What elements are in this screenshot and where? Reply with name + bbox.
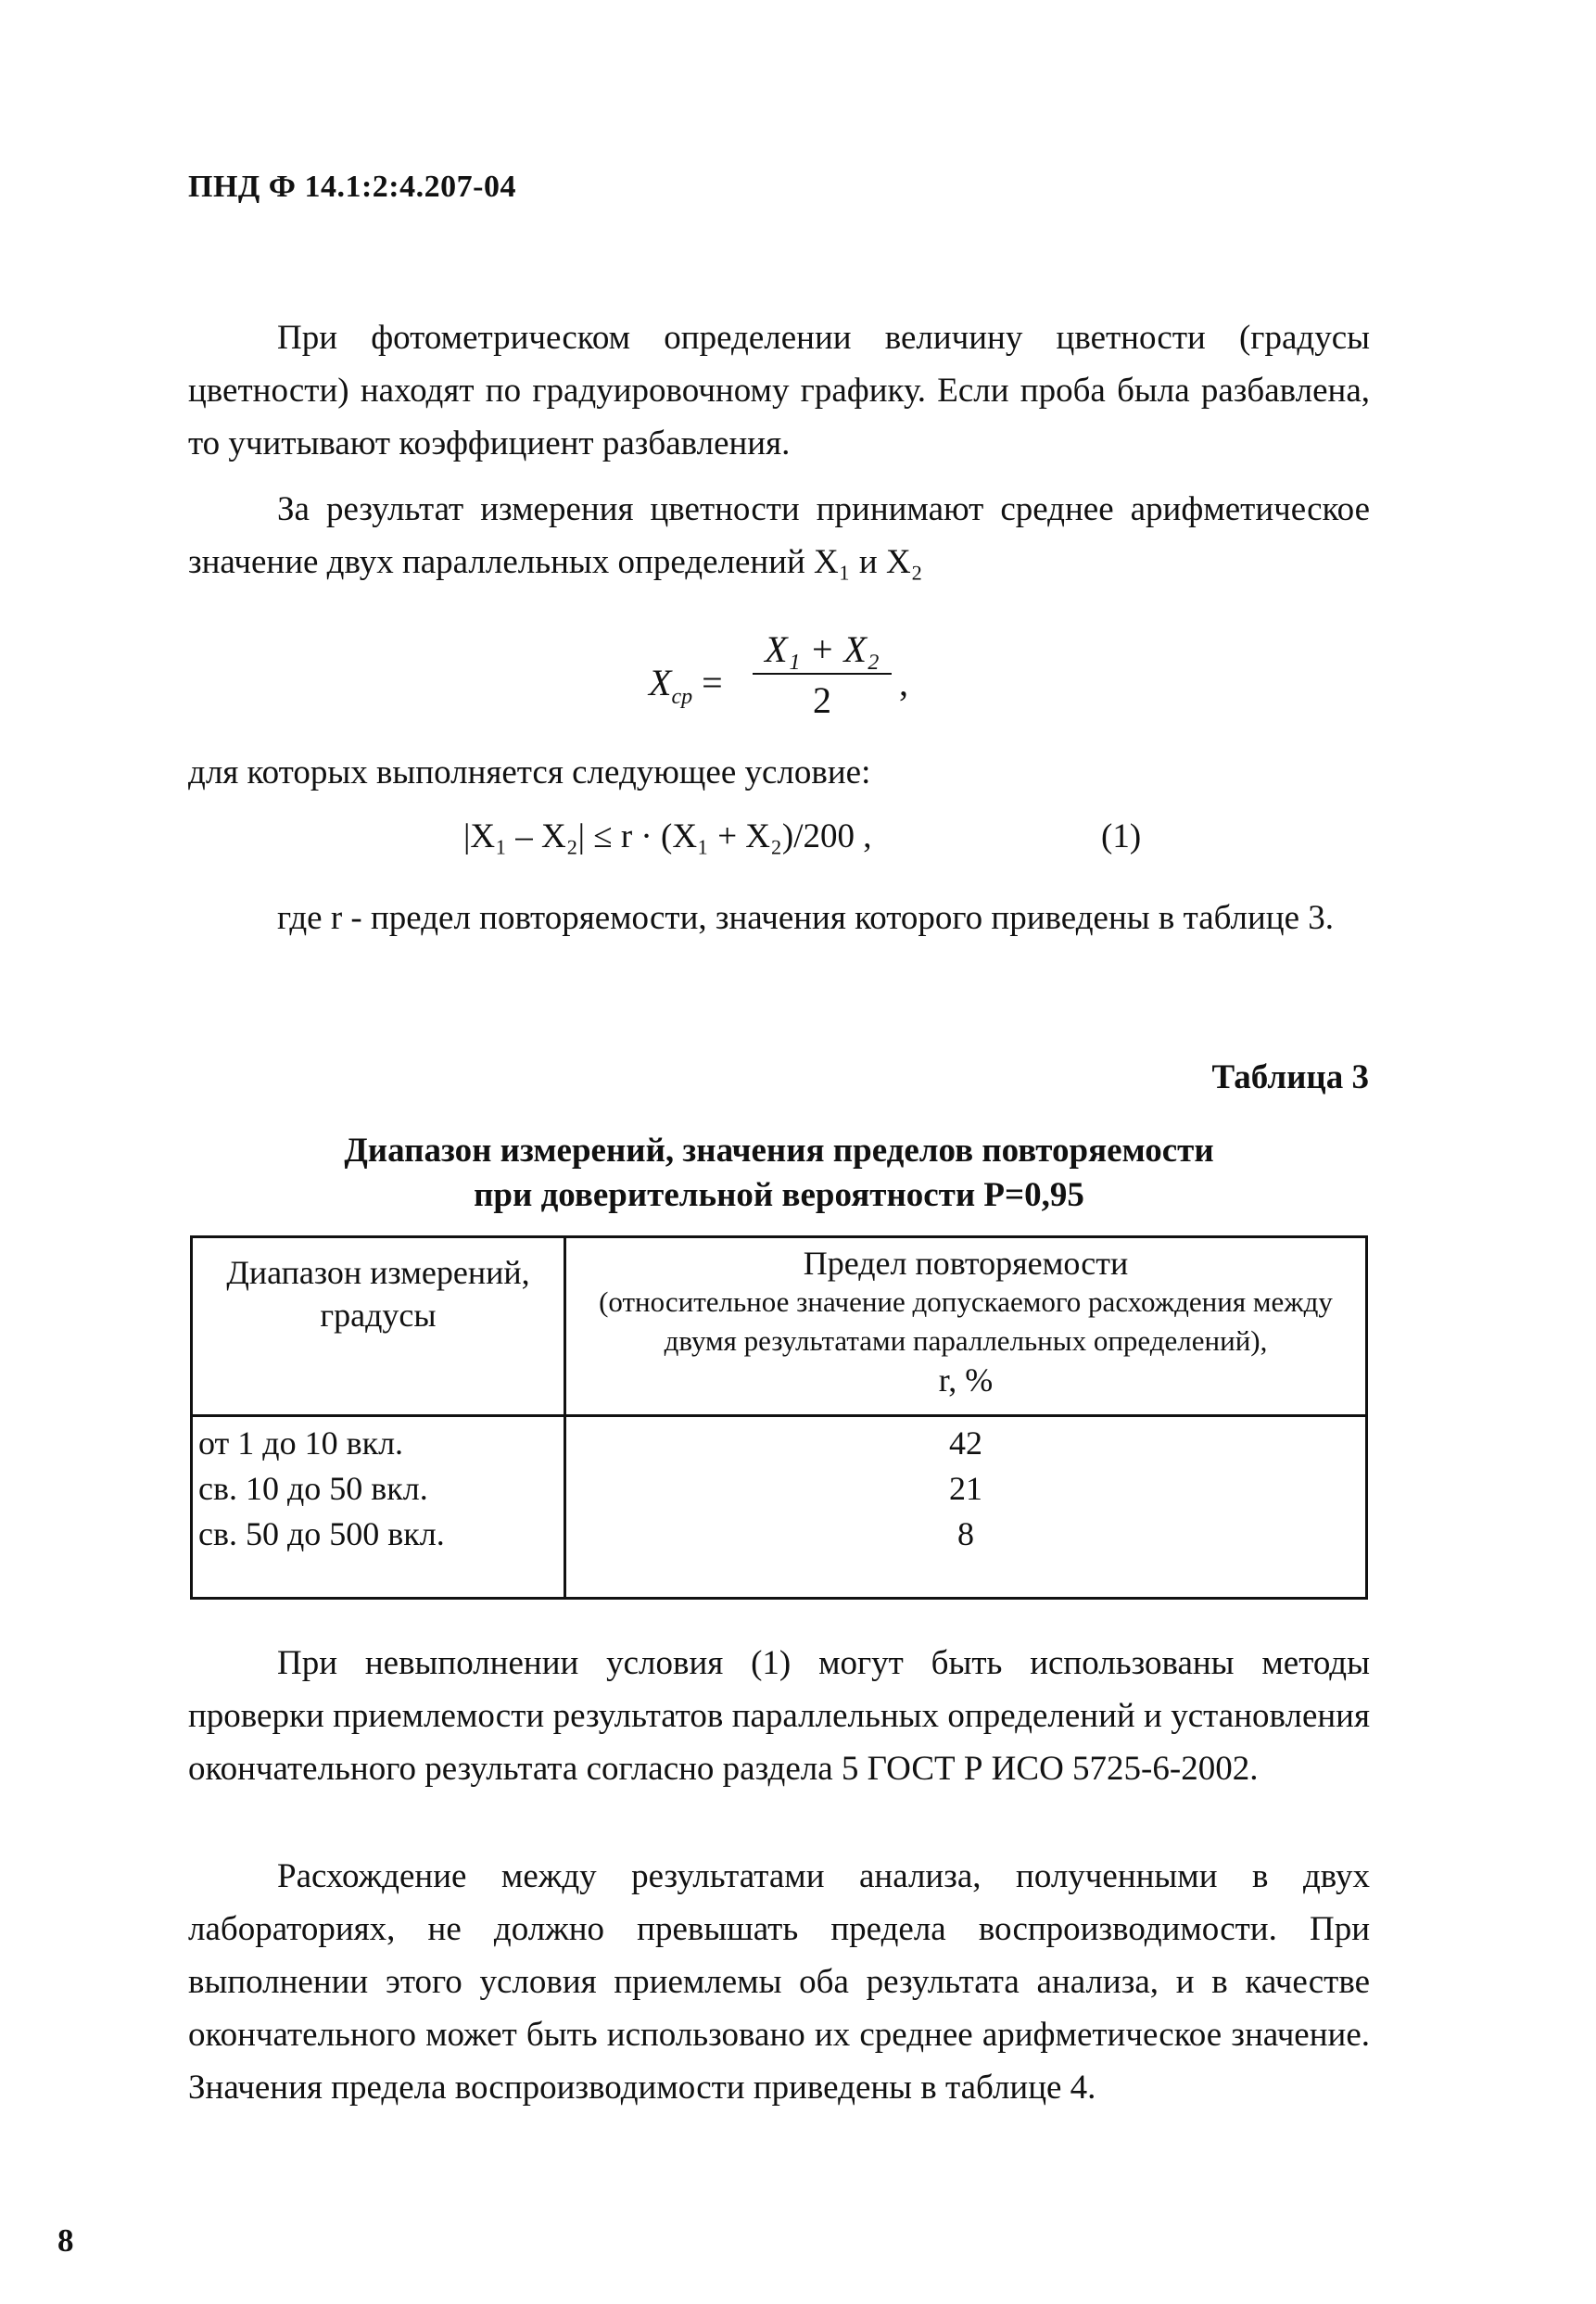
document-code-header: ПНД Ф 14.1:2:4.207-04 (188, 170, 516, 204)
table-body-row (192, 1416, 1367, 1599)
page-number: 8 (57, 2222, 74, 2259)
table-value: 8 (957, 1515, 974, 1552)
table-header-row (192, 1237, 1367, 1416)
table-row: от 1 до 10 вкл. (198, 1424, 404, 1462)
paragraph-repeatability-limit: где r - предел повторяемости, значения которого приведены в таблице 3. (277, 899, 1335, 937)
paragraph-condition-intro: для которых выполняется следующее условие: (188, 753, 871, 791)
header-repeatability: Предел повторяемости (относительное значение допускаемого расхождения между двумя результатами параллельных определений), r, % (565, 1237, 1367, 1416)
value-cell (565, 1416, 1367, 1599)
table-value: 42 (949, 1424, 982, 1462)
condition-inequality: |X₁ – X₂| ≤ r · (X₁ + X₂)/200 , (463, 817, 872, 855)
table-row: св. 50 до 500 вкл. (198, 1515, 445, 1552)
table-value: 21 (949, 1470, 982, 1507)
table-row: св. 10 до 50 вкл. (198, 1470, 428, 1507)
header-range: Диапазон измерений, градусы (192, 1237, 565, 1416)
range-cell (192, 1416, 565, 1599)
formula-denominator: 2 (813, 679, 831, 721)
table-label: Таблица 3 (1211, 1058, 1369, 1096)
paragraph-result-average: За результат измерения цветности принимают среднее арифметическое значение двух параллельных определений X₁ и X₂ (188, 490, 1370, 581)
formula-numerator: X₁ + X₂ (753, 627, 892, 675)
formula-fraction (753, 627, 892, 722)
paragraph-noncompliance: При невыполнении условия (1) могут быть использованы методы проверки приемлемости результатов параллельных определений и установления окончательного результата согласно раздела 5 ГОСТ Р ИСО 5725-6-2002. (188, 1644, 1370, 1788)
formula-lhs: $X_{ср}$ = (649, 662, 723, 709)
paragraph-photometric: При фотометрическом определении величину цветности (градусы цветности) находят по градуировочному графику. Если проба была разбавлена, то учитывают коэффициент разбавления. (188, 319, 1370, 462)
repeatability-table (190, 1235, 1368, 1600)
table-title: Диапазон измерений, значения пределов повторяемости при доверительной вероятности P=0,95 (344, 1132, 1214, 1214)
paragraph-reproducibility: Расхождение между результатами анализа, полученными в двух лабораториях, не должно превышать предела воспроизводимости. При выполнении этого условия приемлемы оба результата анализа, и в качестве окончательного может быть использовано их среднее арифметическое значение. Значения предела воспроизводимости приведены в таблице 4. (188, 1857, 1370, 2107)
equation-number: (1) (1101, 817, 1142, 855)
